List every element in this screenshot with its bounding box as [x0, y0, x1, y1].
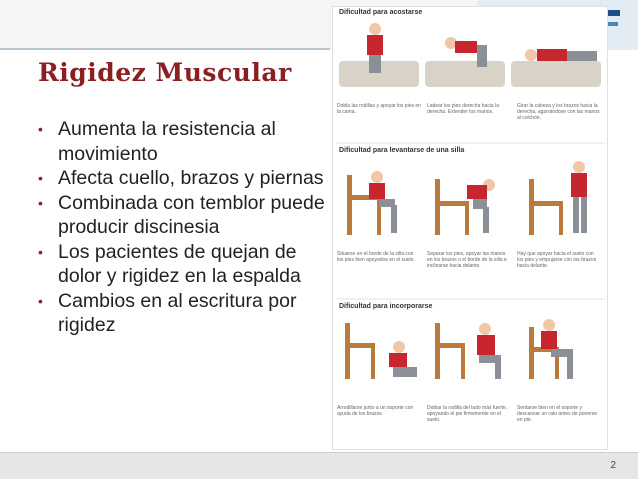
bullet-item [36, 166, 336, 191]
bullet-item [36, 117, 336, 166]
bed-scene-2 [425, 37, 505, 87]
floor-scene-1 [345, 323, 417, 379]
bullet-list [36, 117, 336, 338]
bullet-icon: • [38, 121, 43, 137]
bed-scene-3 [511, 49, 601, 87]
bullet-text: Aumenta la resistencia al movimiento [58, 118, 276, 165]
page-number: 2 [610, 460, 616, 471]
chair-scene-3 [529, 161, 587, 235]
caption-lie-down-1: Dobla las rodillas y apoyar los pies en la cama. [337, 103, 421, 115]
panel-heading-lie-down: Dificultad para acostarse [339, 9, 423, 16]
panel-heading-stand-up: Dificultad para levantarse de una silla [339, 147, 465, 154]
caption-stand-up-2: Separar los pies, apoyar las manos en los brazos o el borde de la silla e inclinarse hacia delante. [427, 251, 507, 269]
bullet-text: Cambios en al escritura por rigidez [58, 289, 297, 336]
bullet-icon: • [38, 194, 43, 211]
panel-heading-get-up: Dificultad para incorporarse [339, 303, 433, 310]
footer-band [0, 452, 638, 479]
slide-title: Rigidez Muscular [38, 58, 292, 87]
bullet-text: Afecta cuello, brazos y piernas [58, 167, 324, 189]
bullet-icon: • [38, 243, 43, 260]
illustration-figure [332, 6, 608, 450]
floor-scene-2 [435, 323, 501, 379]
caption-lie-down-2: Ladear los pies derecha hacia la derecha. Extender los manos. [427, 103, 499, 115]
bullet-item [36, 289, 336, 338]
header-rule [0, 48, 330, 50]
bullet-text: Los pacientes de quejan de dolor y rigidez en la espalda [58, 240, 301, 287]
chair-scene-2 [435, 179, 495, 235]
bullet-item [36, 240, 336, 289]
caption-get-up-1: Arrodillarse junto a un soporte con ayuda de los brazos. [337, 405, 414, 417]
caption-stand-up-3: Hay que apoyar hacia el suelo con los pies y empujarse con los brazos hacia delante. [517, 251, 597, 269]
chair-scene-1 [347, 171, 397, 235]
caption-get-up-2: Doblar la rodilla del lado más fuerte, apoyando el pie firmemente en el suelo. [427, 405, 508, 423]
caption-get-up-3: Sentarse bien en el soporte y descansar un rato antes de ponerse en pie. [517, 405, 598, 423]
bullet-icon: • [38, 292, 43, 309]
caption-stand-up-1: Situarse en el borde de la silla con los pies bien apoyados en el suelo. [337, 251, 415, 263]
caption-lie-down-3: Girar la cabeza y los brazos hacia la derecha, agarrándose con las manos al colchón. [517, 103, 600, 121]
bullet-icon: • [38, 170, 43, 186]
floor-scene-3 [529, 319, 573, 379]
bullet-item [36, 191, 336, 240]
bullet-text: Combinada con temblor puede producir discinesia [58, 191, 325, 238]
bed-scene-1 [339, 23, 419, 87]
illustration-drawing [333, 7, 609, 451]
